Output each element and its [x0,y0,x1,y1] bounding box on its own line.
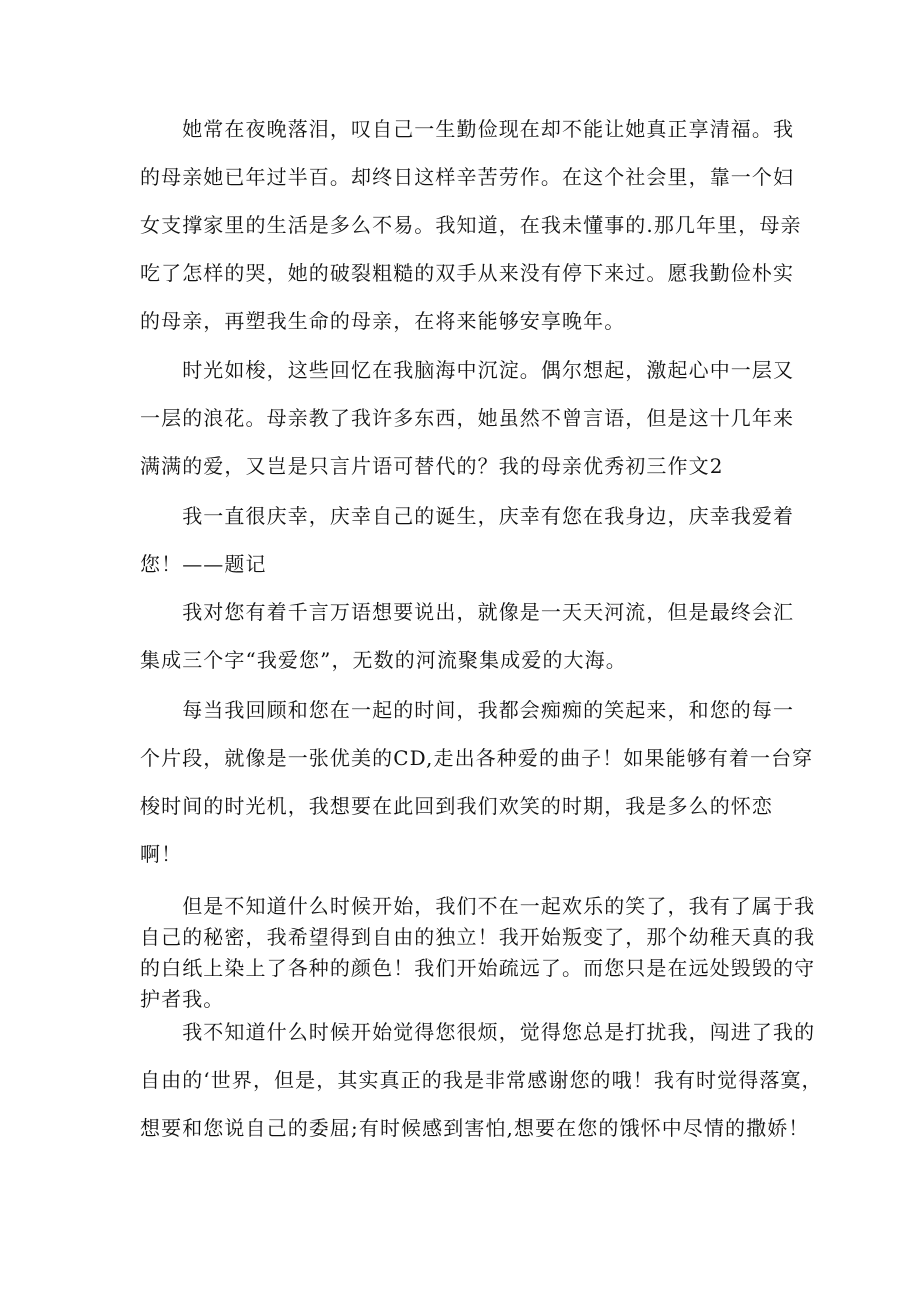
text-line: 自由的‘世界，但是，其实真正的我是非常感谢您的哦！我有时觉得落寞， [140,1068,823,1092]
text-line: 但是不知道什么时候开始，我们不在一起欢乐的笑了，我有了属于我 [140,894,816,918]
text-line: 的母亲，再塑我生命的母亲，在将来能够安享晚年。 [140,309,626,333]
text-line: 我对您有着千言万语想要说出，就像是一天天河流，但是最终会汇 [140,600,795,624]
paragraph-growing-apart [140,891,816,1015]
text-line: 护者我。 [140,987,225,1011]
text-line: 她常在夜晚落泪，叹自己一生勤俭现在却不能让她真正享清福。我 [140,117,795,141]
paragraph-time-flies [140,346,795,490]
text-line: 集成三个字“我爱您”，无数的河流聚集成爱的大海。 [140,648,627,672]
text-line: 自己的秘密，我希望得到自由的独立！我开始叛变了，那个幼稚天真的我 [140,925,816,949]
text-line: 我一直很庆幸，庆幸自己的诞生，庆幸有您在我身边，庆幸我爱着 [140,504,795,528]
text-line: 啊！ [140,842,183,866]
text-line: 个片段，就像是一张优美的CD,走出各种爱的曲子！如果能够有着一台穿 [140,746,814,770]
text-line: 吃了怎样的哭，她的破裂粗糙的双手从来没有停下来过。愿我勤俭朴实 [140,261,795,285]
text-line: 的白纸上染上了各种的颜色！我们开始疏远了。而您只是在远处毁毁的守 [140,956,816,980]
text-line: 您！——题记 [140,552,267,576]
text-line: 一层的浪花。母亲教了我许多东西，她虽然不曾言语，但是这十几年来 [140,406,795,430]
text-line: 女支撑家里的生活是多么不易。我知道，在我未懂事的.那几年里，母亲 [140,213,802,237]
text-line: 想要和您说自己的委屈;有时候感到害怕,想要在您的饿怀中尽情的撒娇！ [140,1116,810,1140]
text-line: 的母亲她已年过半百。却终日这样辛苦劳作。在这个社会里，靠一个妇 [140,165,795,189]
paragraph-memories [140,686,814,878]
paragraph-gratitude [140,1008,823,1152]
text-line: 我不知道什么时候开始觉得您很烦，觉得您总是打扰我，闯进了我的 [140,1020,816,1044]
paragraph-mother-tears [140,105,802,345]
paragraph-epigraph [140,492,795,588]
text-line: 时光如梭，这些回忆在我脑海中沉淀。偶尔想起，激起心中一层又 [140,358,795,382]
text-line: 每当我回顾和您在一起的时间，我都会痴痴的笑起来，和您的每一 [140,698,795,722]
paragraph-i-love-you [140,588,795,684]
text-line: 满满的爱，又岂是只言片语可替代的？我的母亲优秀初三作文2 [140,454,724,478]
text-line: 梭时间的时光机，我想要在此回到我们欢笑的时期，我是多么的怀恋 [140,794,773,818]
